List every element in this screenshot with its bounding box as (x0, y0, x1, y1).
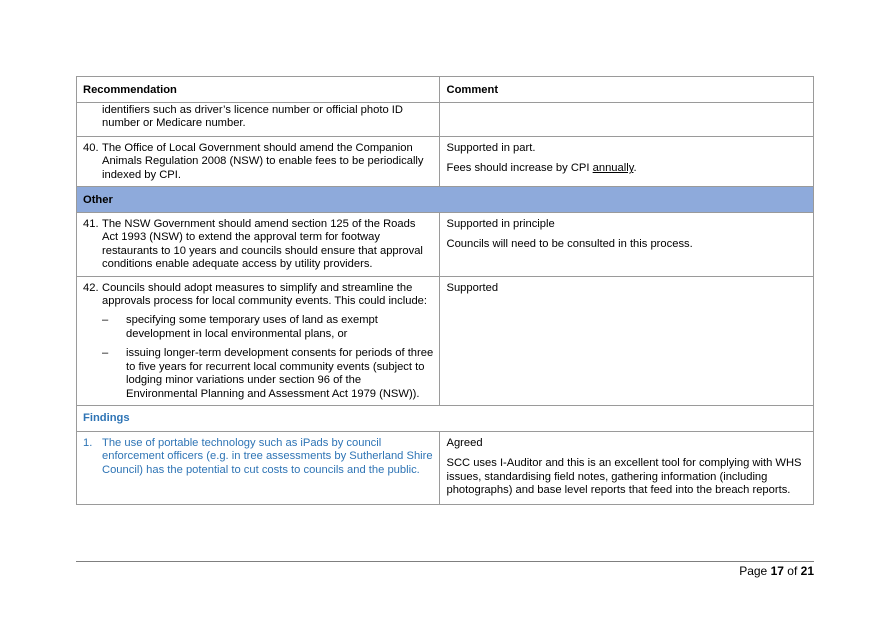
row42-comment: Supported (446, 281, 499, 294)
row40-number: 40. (83, 141, 99, 154)
row41-comment-2: Councils will need to be consulted in this process. (446, 238, 693, 251)
finding1-comment-2: SCC uses I-Auditor and this is an excellent tool for complying with WHS issues, standardising field notes, gathering information (including photographs) and base level reports that feed into the breach reports. (446, 457, 802, 497)
table-row-40 (77, 136, 814, 186)
finding1-text: The use of portable technology such as iPads by council enforcement officers (e.g. in tree assessments by Sutherland Shire Council) has the potential to cut costs to councils and the public. (102, 436, 433, 476)
row41-comment-1: Supported in principle (446, 218, 555, 231)
finding1-comment-1: Agreed (446, 436, 483, 449)
finding1-number: 1. (83, 436, 93, 449)
row40-comment-1: Supported in part. (446, 141, 536, 154)
header-recommendation: Recommendation (77, 77, 440, 103)
row40-recommendation: The Office of Local Government should amend the Companion Animals Regulation 2008 (NSW) to enable fees to be periodically indexed by CPI. (102, 141, 424, 181)
table-row-41 (77, 213, 814, 277)
recommendations-table (76, 76, 814, 505)
row40-comment-2: Fees should increase by CPI annually. (446, 162, 637, 175)
section-other-row (77, 187, 814, 213)
section-findings-label: Findings (77, 405, 814, 431)
section-findings-row (77, 405, 814, 431)
table-row-finding-1 (77, 431, 814, 504)
continued-comment (440, 103, 814, 137)
row42-subitem: – specifying some temporary uses of land as exempt development in local environmental plans, or (102, 314, 378, 340)
header-comment: Comment (440, 77, 814, 103)
row42-number: 42. (83, 281, 99, 294)
row41-number: 41. (83, 218, 99, 231)
row42-subitem: – issuing longer-term development consents for periods of three to five years for recurrent local community events (subject to lodging minor variations under section 96 of the Environmental Planning and Assessment Act 1979 (NSW)). (102, 347, 434, 400)
row41-recommendation: The NSW Government should amend section 125 of the Roads Act 1993 (NSW) to extend the approval term for footway restaurants to 10 years and councils should ensure that approval conditions enable adequate access by utility providers. (102, 218, 423, 271)
page-number: Page 17 of 21 (739, 564, 814, 578)
table-row-continued (77, 103, 814, 137)
section-other-label: Other (77, 187, 814, 213)
table-row-42 (77, 276, 814, 405)
table-header-row (77, 77, 814, 103)
annually-link: annually (592, 162, 634, 175)
row42-recommendation: Councils should adopt measures to simplify and streamline the approvals process for local community events. This could include: (102, 281, 428, 308)
footer-divider (76, 561, 814, 562)
continued-recommendation-text: identifiers such as driver’s licence number or official photo ID number or Medicare number. (102, 104, 403, 130)
